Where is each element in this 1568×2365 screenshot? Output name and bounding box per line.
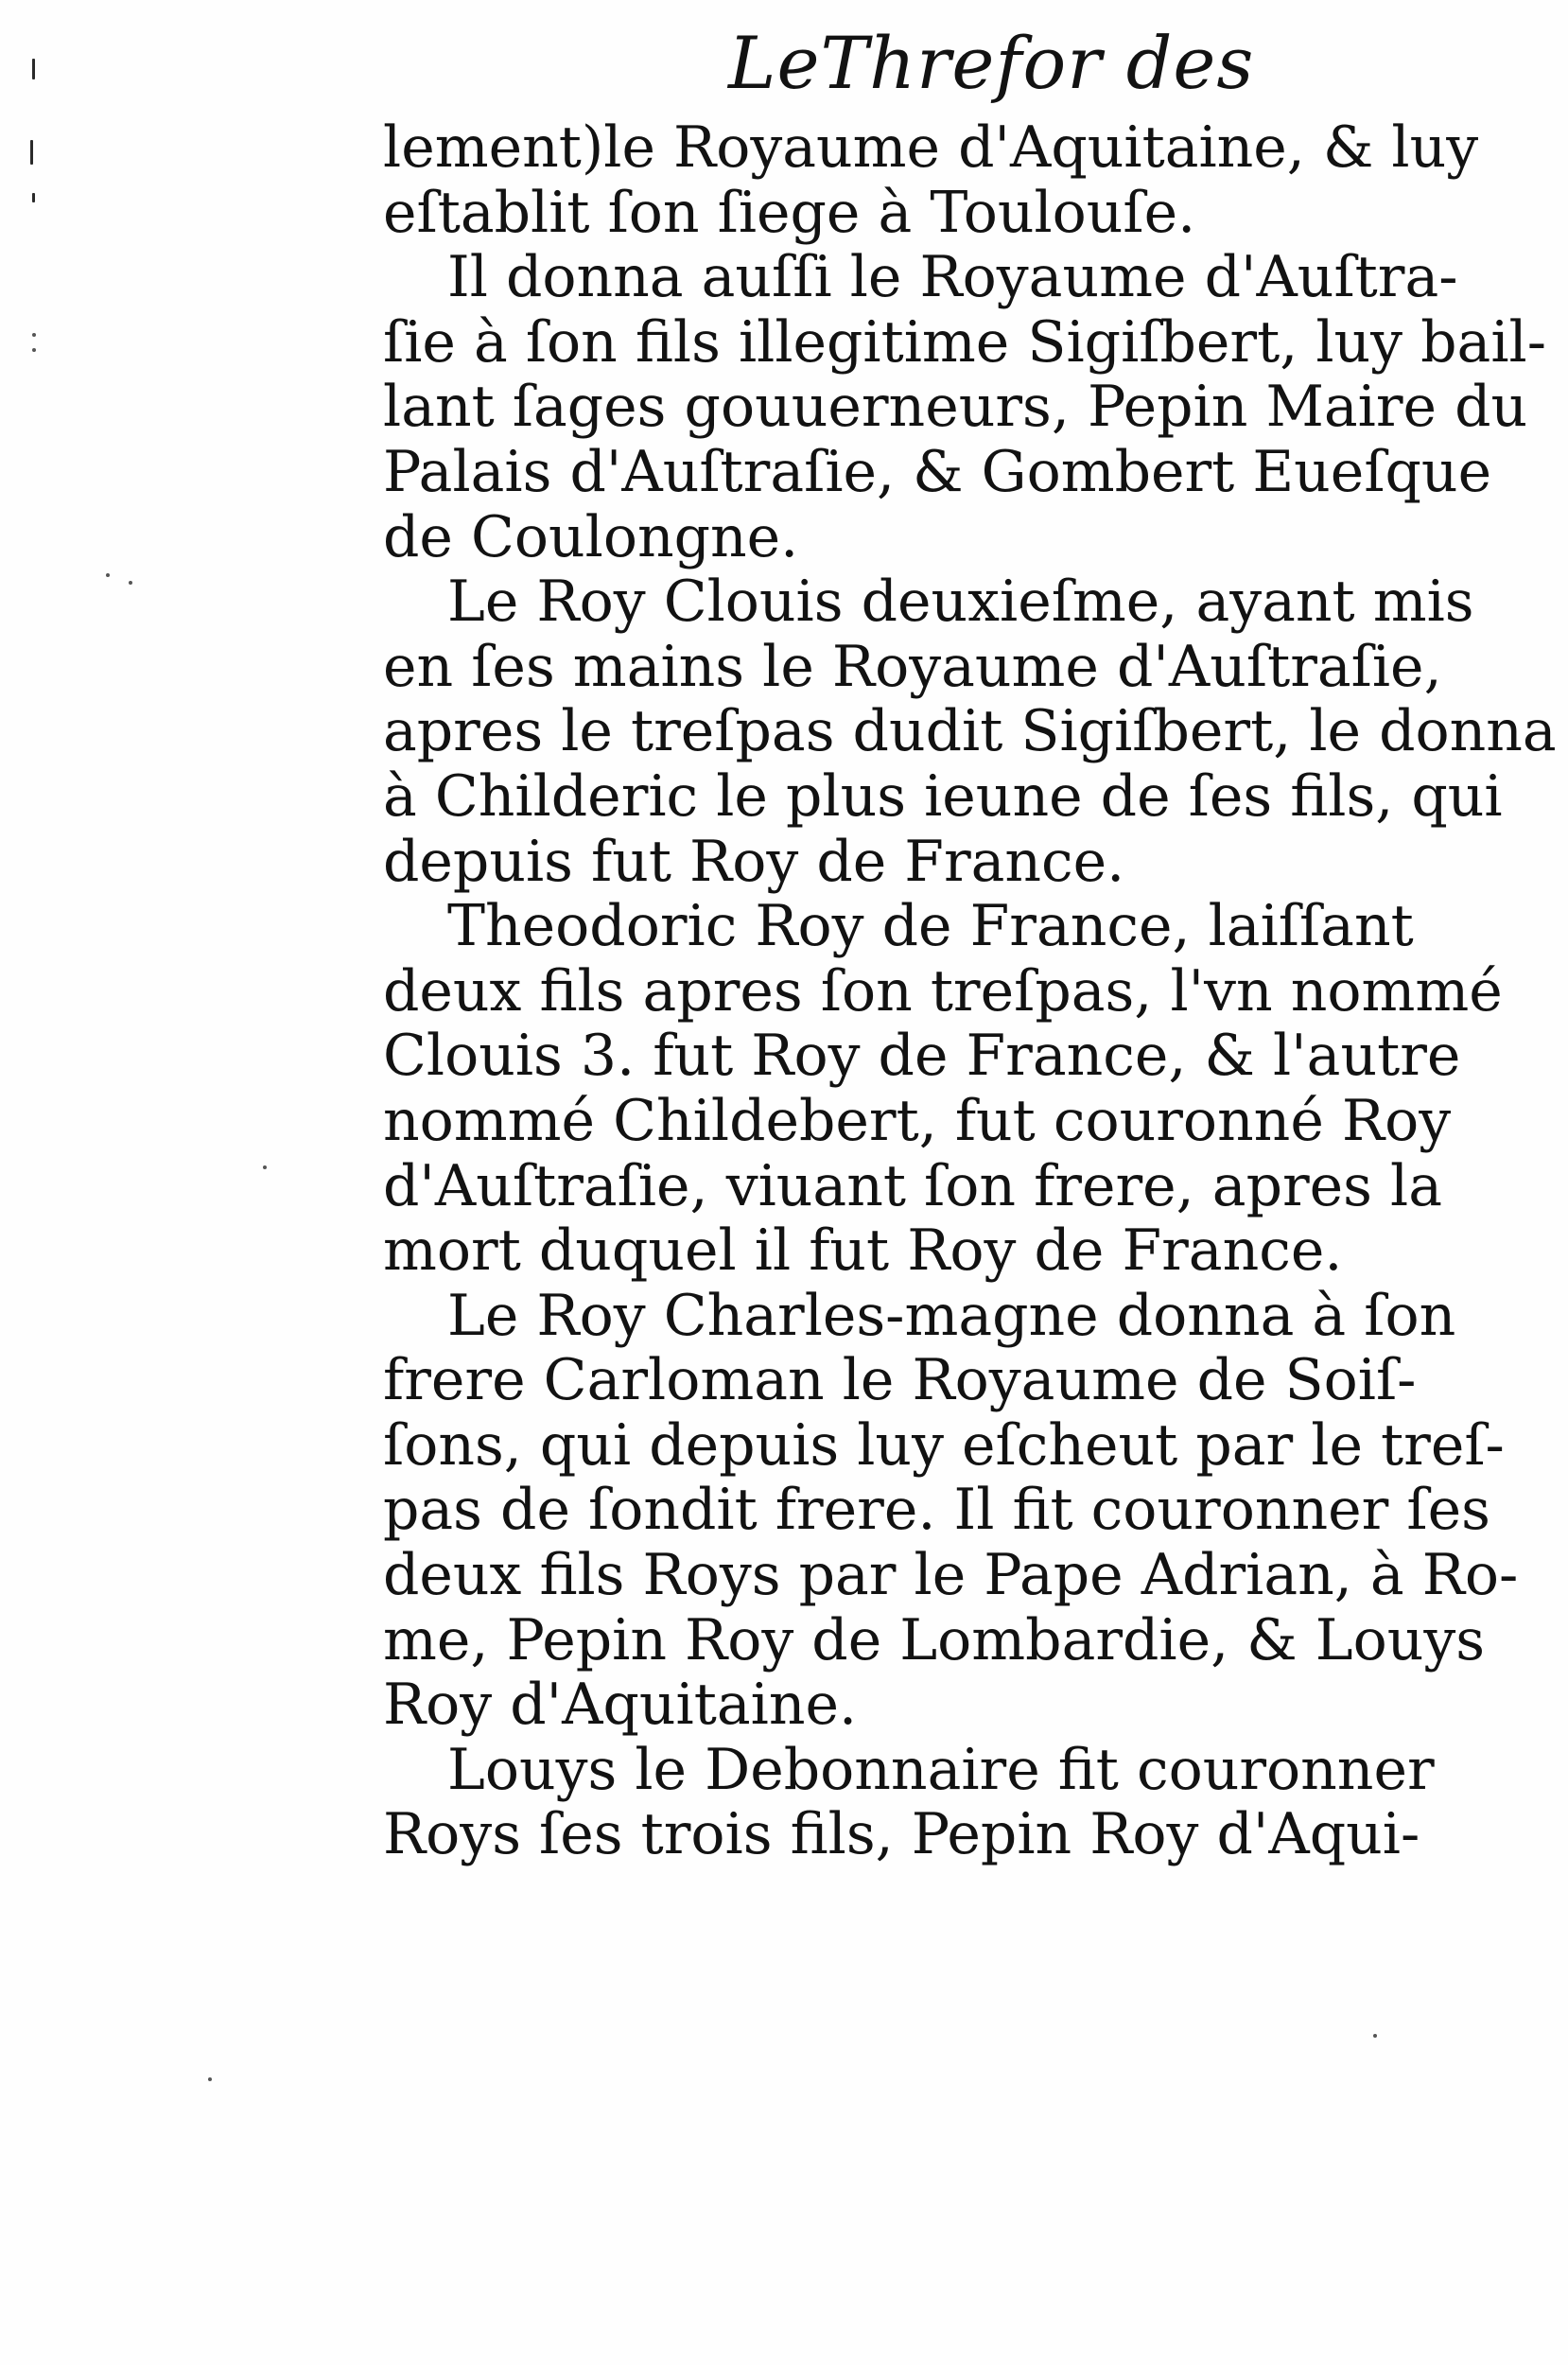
- text-line: de Coulongne.: [383, 503, 799, 570]
- text-line: Clouis 3. fut Roy de France, & l'autre: [383, 1023, 1461, 1090]
- text-line: Roys ſes trois fils, Pepin Roy d'Aqui-: [383, 1801, 1420, 1868]
- text-line: Il donna auſſi le Royaume d'Auſtra-: [447, 244, 1458, 311]
- text-line: me, Pepin Roy de Lombardie, & Louys: [383, 1606, 1486, 1673]
- text-line: apres le treſpas dudit Sigiſbert, le donna: [383, 698, 1557, 765]
- text-line: ſons, qui depuis luy eſcheut par le treſ-: [383, 1411, 1505, 1479]
- scan-speck: [106, 573, 110, 577]
- text-line: Le Roy Charles-magne donna à ſon: [447, 1282, 1456, 1349]
- text-line: eſtablit ſon ſiege à Toulouſe.: [383, 179, 1196, 246]
- text-line: pas de ſondit frere. Il fit couronner ſes: [383, 1477, 1490, 1544]
- text-line: d'Auſtraſie, viuant ſon frere, apres la: [383, 1152, 1442, 1219]
- text-line: lant ſages gouuerneurs, Pepin Maire du: [383, 374, 1528, 441]
- text-line: ſie à ſon fils illegitime Sigiſbert, luy bail-: [383, 308, 1546, 376]
- scan-speck: [129, 581, 132, 585]
- text-line: à Childeric le plus ieune de ſes fils, qui: [383, 762, 1503, 830]
- text-line: deux fils apres ſon treſpas, l'vn nommé: [383, 957, 1503, 1025]
- running-title: LeThrefor des: [728, 21, 1255, 105]
- text-line: Le Roy Clouis deuxieſme, ayant mis: [447, 569, 1474, 636]
- scan-speck: [32, 348, 36, 352]
- text-line: Louys le Debonnaire fit couronner: [447, 1736, 1435, 1803]
- scan-speck: [263, 1165, 267, 1169]
- body-text: [383, 114, 1557, 1868]
- margin-mark: [32, 59, 35, 79]
- text-line: en ſes mains le Royaume d'Auſtraſie,: [383, 633, 1442, 700]
- scan-speck: [208, 2077, 212, 2081]
- text-line: mort duquel il fut Roy de France.: [383, 1218, 1343, 1285]
- margin-mark: [32, 193, 35, 202]
- text-line: nommé Childebert, fut couronné Roy: [383, 1087, 1452, 1154]
- text-line: Theodoric Roy de France, laiſſant: [447, 893, 1414, 960]
- text-line: frere Carloman le Royaume de Soiſ-: [383, 1347, 1417, 1414]
- text-line: deux fils Roys par le Pape Adrian, à Ro-: [383, 1542, 1519, 1609]
- text-line: depuis fut Roy de France.: [383, 828, 1125, 895]
- scan-speck: [32, 333, 36, 337]
- text-line: Roy d'Aquitaine.: [383, 1672, 858, 1739]
- scan-speck: [1373, 2034, 1377, 2038]
- text-line: Palais d'Auſtraſie, & Gombert Eueſque: [383, 438, 1492, 505]
- text-line: lement)le Royaume d'Aquitaine, & luy: [383, 114, 1479, 181]
- margin-mark: [30, 140, 33, 165]
